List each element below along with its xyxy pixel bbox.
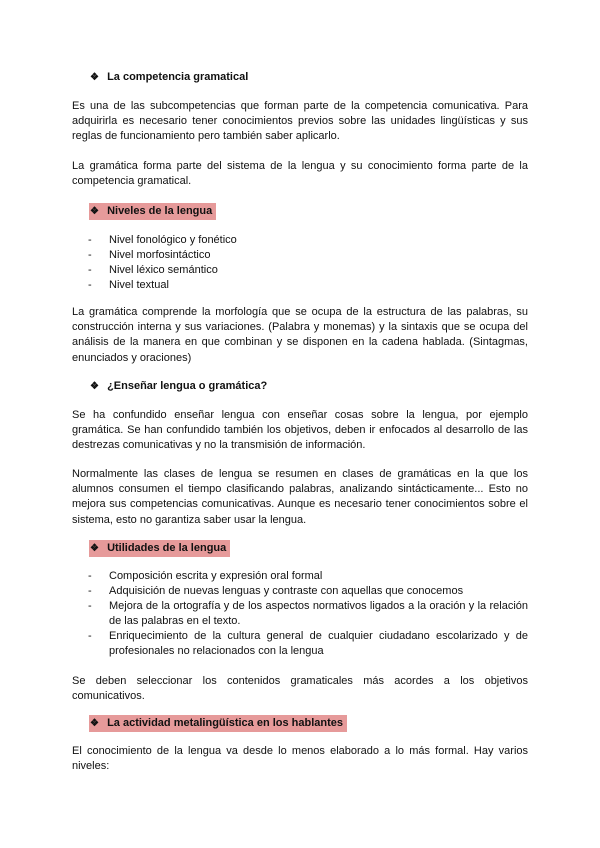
paragraph-3: La gramática comprende la morfología que se ocupa de la estructura de las palabras, su construcción interna y sus variaciones. (Palabra y monemas) y la sintaxis que se ocupa del análisis de la manera en que combinan y se disponen en la cadena hablada. (Sintagmas, enunciados y oraciones) [72,306,528,364]
levels-list [88,233,528,293]
paragraph-4: Se ha confundido enseñar lengua con enseñar cosas sobre la lengua, por ejemplo gramática. Se han confundido también los objetivos, deben ir enfocados al desarrollo de las destrezas comunicativas y no la transmisión de información. [72,409,528,452]
list-item: - Enriquecimiento de la cultura general de cualquier ciudadano escolarizado y de profesionales no relacionados con la lengua [88,630,528,657]
heading-text: Niveles de la lengua [107,205,213,217]
heading-niveles-de-la-lengua [89,203,216,220]
uses-list [88,569,528,659]
paragraph-6: Se deben seleccionar los contenidos gramaticales más acordes a los objetivos comunicativos. [72,675,528,703]
list-item: - Nivel textual [88,279,169,291]
heading-text: ¿Enseñar lengua o gramática? [107,380,268,392]
diamond-bullet-icon: ❖ [90,72,99,83]
list-item: - Adquisición de nuevas lenguas y contraste con aquellas que conocemos [88,585,464,597]
paragraph-7: El conocimiento de la lengua va desde lo menos elaborado a lo más formal. Hay varios niveles: [72,745,528,773]
paragraph-1: Es una de las subcompetencias que forman parte de la competencia comunicativa. Para adquirirla es necesario tener conocimientos previos sobre las unidades lingüísticas y sus reglas de funcionamiento pero también saber aplicarlo. [72,100,528,143]
heading-ensenar-lengua [90,378,267,395]
list-item: - Mejora de la ortografía y de los aspectos normativos ligados a la oración y la relación de las palabras en el texto. [88,600,528,627]
diamond-bullet-icon: ❖ [90,543,99,554]
paragraph-5: Normalmente las clases de lengua se resumen en clases de gramáticas en la que los alumnos consumen el tiempo clasificando palabras, analizando sintácticamente... Esto no mejora sus competencias comunicativas. Aunque es necesario tener conocimientos sobre el sistema, esto no garantiza saber usar la lengua. [72,468,528,526]
heading-text: Utilidades de la lengua [107,542,227,554]
diamond-bullet-icon: ❖ [90,206,99,217]
heading-utilidades-de-la-lengua [89,540,230,557]
diamond-bullet-icon: ❖ [90,718,99,729]
paragraph-2: La gramática forma parte del sistema de la lengua y su conocimiento forma parte de la competencia gramatical. [72,160,528,188]
diamond-bullet-icon: ❖ [90,381,99,392]
list-item: - Nivel léxico semántico [88,264,218,276]
heading-text: La actividad metalingüística en los hablantes [107,717,344,729]
heading-actividad-metalinguistica [89,715,347,732]
heading-competencia-gramatical [90,69,248,86]
list-item: - Nivel fonológico y fonético [88,234,237,246]
list-item: - Composición escrita y expresión oral formal [88,570,323,582]
list-item: - Nivel morfosintáctico [88,249,211,261]
heading-text: La competencia gramatical [107,71,249,83]
